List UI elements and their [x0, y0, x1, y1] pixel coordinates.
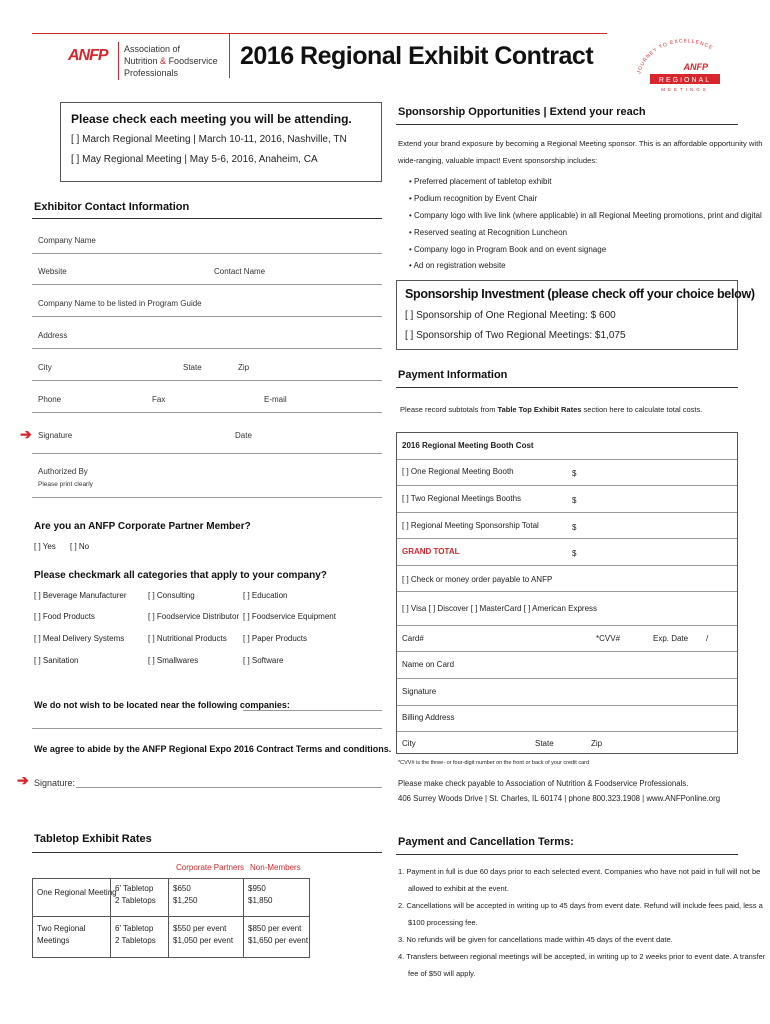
term-3: 3. No refunds will be given for cancellations made within 45 days of the event date. — [398, 935, 673, 944]
phone-field[interactable] — [32, 412, 382, 413]
category-paper[interactable]: [ ] Paper Products — [243, 634, 308, 643]
category-equipment[interactable]: [ ] Foodservice Equipment — [243, 612, 336, 621]
anfp-logo — [68, 47, 108, 65]
card-options[interactable]: [ ] Visa [ ] Discover [ ] MasterCard [ ] American Express — [402, 604, 598, 613]
booth-two-option[interactable]: [ ] Two Regional Meetings Booths — [402, 494, 522, 503]
grand-total-label: GRAND TOTAL — [402, 547, 460, 556]
agree-signature-field[interactable] — [76, 787, 382, 788]
meeting-option-march[interactable]: [ ] March Regional Meeting | March 10-11, 2016, Nashville, TN — [71, 134, 347, 145]
badge-logo: ANFP — [683, 62, 708, 72]
company-name-label: Company Name — [38, 236, 96, 245]
sponsorship-bullet-3: • Company logo with live link (where applicable) in all Regional Meeting promotions, print and digital — [409, 211, 762, 220]
rates-col-nonmembers: Non-Members — [250, 863, 301, 872]
meetings-box — [60, 102, 382, 182]
email-label: E-mail — [264, 395, 287, 404]
term-1b: allowed to exhibit at the event. — [408, 884, 509, 893]
rates-heading: Tabletop Exhibit Rates — [34, 833, 152, 845]
rates-table — [32, 878, 310, 958]
term-4b: fee of $50 will apply. — [408, 969, 476, 978]
rates-heading-rule — [32, 852, 382, 853]
payment-table — [396, 432, 738, 754]
card-number-label: Card# — [402, 634, 424, 643]
sponsorship-bullet-4: • Reserved seating at Recognition Luncheon — [409, 228, 568, 237]
term-1a: 1. Payment in full is due 60 days prior to each selected event. Companies who have not paid in full will not be — [398, 867, 761, 876]
payable-line-1: Please make check payable to Association of Nutrition & Foodservice Professionals. — [398, 779, 689, 788]
payment-signature-label: Signature — [402, 687, 437, 696]
exp-date-label: Exp. Date — [653, 634, 689, 643]
rate-row-2-name: Two Regional Meetings — [37, 924, 86, 945]
name-on-card-label: Name on Card — [402, 660, 455, 669]
sponsorship-total-option[interactable]: [ ] Regional Meeting Sponsorship Total — [402, 521, 539, 530]
category-software[interactable]: [ ] Software — [243, 656, 284, 665]
investment-option-two[interactable]: [ ] Sponsorship of Two Regional Meetings: $1,075 — [405, 330, 626, 341]
website-label: Website — [38, 267, 67, 276]
header-top-rule — [32, 33, 607, 34]
contact-heading: Exhibitor Contact Information — [34, 201, 190, 213]
category-nutritional[interactable]: [ ] Nutritional Products — [148, 634, 227, 643]
agree-text: We agree to abide by the ANFP Regional Expo 2016 Contract Terms and conditions. — [34, 744, 392, 754]
exclusion-field[interactable] — [243, 710, 382, 711]
partner-no[interactable]: [ ] No — [70, 542, 90, 551]
exp-date-slash: / — [706, 634, 709, 643]
billing-state-label: State — [535, 739, 554, 748]
billing-zip-label: Zip — [591, 739, 603, 748]
check-option[interactable]: [ ] Check or money order payable to ANFP — [402, 575, 553, 584]
category-smallwares[interactable]: [ ] Smallwares — [148, 656, 199, 665]
category-distributor[interactable]: [ ] Foodservice Distributor — [148, 612, 240, 621]
address-label: Address — [38, 331, 68, 340]
rate-row-1-partner: $650 $1,250 — [173, 884, 198, 905]
sponsorship-heading-rule — [396, 124, 738, 125]
category-food-products[interactable]: [ ] Food Products — [34, 612, 95, 621]
guide-name-label: Company Name to be listed in Program Guide — [38, 299, 202, 308]
rate-row-1-nonmember: $950 $1,850 — [248, 884, 273, 905]
categories-heading: Please checkmark all categories that apply to your company? — [34, 570, 327, 581]
badge-meetings: MEETINGS — [661, 87, 709, 92]
rate-row-2-nonmember: $850 per event $1,650 per event — [248, 924, 309, 945]
rate-row-2-tables: 6' Tabletop 2 Tabletops — [115, 924, 156, 945]
sponsorship-total-dollar: $ — [572, 523, 577, 532]
term-4a: 4. Transfers between regional meetings will be accepted, in writing up to 2 weeks prior to event date. A transfer — [398, 952, 766, 961]
meetings-heading: Please check each meeting you will be attending. — [71, 112, 352, 126]
org-name — [124, 43, 218, 79]
badge-arc-text: JOURNEY TO EXCELLENCE — [636, 38, 715, 75]
rate-row-1-tables: 6' Tabletop 2 Tabletops — [115, 884, 156, 905]
signature-arrow-icon: ➔ — [20, 426, 32, 442]
terms-heading: Payment and Cancellation Terms: — [398, 836, 574, 848]
billing-city-label: City — [402, 739, 416, 748]
payment-heading: Payment Information — [398, 369, 508, 381]
exclusion-field-2[interactable] — [32, 728, 382, 729]
sponsorship-bullet-1: • Preferred placement of tabletop exhibit — [409, 177, 552, 186]
terms-heading-rule — [396, 854, 738, 855]
exclusion-label: We do not wish to be located near the following companies: — [34, 700, 290, 710]
org-line-2: Nutrition & Foodservice — [124, 56, 218, 66]
badge-graphic — [630, 30, 740, 92]
payment-heading-rule — [396, 387, 738, 388]
investment-box — [396, 280, 755, 350]
phone-label: Phone — [38, 395, 62, 404]
cvv-note: *CVV# is the three- or four-digit number on the front or back of your credit card — [398, 760, 590, 766]
booth-cost-heading: 2016 Regional Meeting Booth Cost — [402, 441, 534, 450]
title-divider — [229, 34, 230, 78]
booth-one-option[interactable]: [ ] One Regional Meeting Booth — [402, 467, 514, 476]
page-title: 2016 Regional Exhibit Contract — [240, 42, 594, 70]
contact-heading-rule — [32, 218, 382, 219]
date-label: Date — [235, 431, 252, 440]
category-consulting[interactable]: [ ] Consulting — [148, 591, 195, 600]
billing-address-label: Billing Address — [402, 713, 455, 722]
partner-yes[interactable]: [ ] Yes — [34, 542, 56, 551]
sponsorship-bullet-6: • Ad on registration website — [409, 261, 506, 270]
agree-signature-arrow-icon: ➔ — [17, 772, 29, 788]
investment-heading: Sponsorship Investment (please check off your choice below) — [405, 287, 755, 301]
signature-label: Signature — [38, 431, 73, 440]
org-line-3: Professionals — [124, 68, 179, 78]
investment-option-one[interactable]: [ ] Sponsorship of One Regional Meeting: $ 600 — [405, 310, 616, 321]
anfp-logo-text: ANFP — [68, 47, 108, 64]
badge-regional: REGIONAL — [658, 77, 712, 84]
category-meal-delivery[interactable]: [ ] Meal Delivery Systems — [34, 634, 125, 643]
partner-question: Are you an ANFP Corporate Partner Member? — [34, 521, 251, 532]
company-name-field[interactable] — [32, 253, 382, 254]
grand-total-dollar: $ — [572, 549, 577, 558]
regional-meetings-badge — [630, 30, 740, 92]
sponsorship-intro-2: wide-ranging, valuable impact! Event sponsorship includes: — [398, 156, 598, 165]
category-beverage[interactable]: [ ] Beverage Manufacturer — [34, 591, 127, 600]
city-label: City — [38, 363, 52, 372]
cvv-label: *CVV# — [596, 634, 621, 643]
booth-one-dollar: $ — [572, 469, 577, 478]
booth-two-dollar: $ — [572, 496, 577, 505]
zip-label: Zip — [238, 363, 250, 372]
category-sanitation[interactable]: [ ] Sanitation — [34, 656, 79, 665]
state-label: State — [183, 363, 202, 372]
authorized-by-label: Authorized By — [38, 467, 88, 476]
print-clearly-note: Please print clearly — [38, 481, 93, 488]
sponsorship-intro-1: Extend your brand exposure by becoming a Regional Meeting sponsor. This is an affordable opportunity with — [398, 139, 763, 148]
payment-note: Please record subtotals from Table Top Exhibit Rates section here to calculate total costs. — [400, 405, 703, 414]
sponsorship-bullet-2: • Podium recognition by Event Chair — [409, 194, 538, 203]
city-field[interactable] — [32, 380, 382, 381]
agree-signature-label: Signature: — [34, 778, 76, 788]
signature-field[interactable] — [32, 453, 382, 454]
address-field[interactable] — [32, 348, 382, 349]
term-2a: 2. Cancellations will be accepted in writing up to 45 days from event date. Refund will include fees paid, less a — [398, 901, 763, 910]
sponsorship-bullet-5: • Company logo in Program Book and on event signage — [409, 245, 607, 254]
contact-name-label: Contact Name — [214, 267, 266, 276]
sponsorship-heading: Sponsorship Opportunities | Extend your reach — [398, 106, 646, 118]
org-line-1: Association of — [124, 44, 181, 54]
meeting-option-may[interactable]: [ ] May Regional Meeting | May 5-6, 2016, Anaheim, CA — [71, 154, 318, 165]
header — [0, 0, 770, 92]
term-2b: $100 processing fee. — [408, 918, 478, 927]
logo-divider — [118, 42, 119, 80]
category-education[interactable]: [ ] Education — [243, 591, 288, 600]
rates-col-partners: Corporate Partners — [176, 863, 245, 872]
rate-row-1-name: One Regional Meeting — [37, 888, 117, 897]
guide-name-field[interactable] — [32, 316, 382, 317]
payable-line-2: 406 Surrey Woods Drive | St. Charles, IL 60174 | phone 800.323.1908 | www.ANFPonline.org — [398, 794, 721, 803]
website-field[interactable] — [32, 284, 382, 285]
fax-label: Fax — [152, 395, 166, 404]
authorized-by-field[interactable] — [32, 497, 382, 498]
rate-row-2-partner: $550 per event $1,050 per event — [173, 924, 234, 945]
